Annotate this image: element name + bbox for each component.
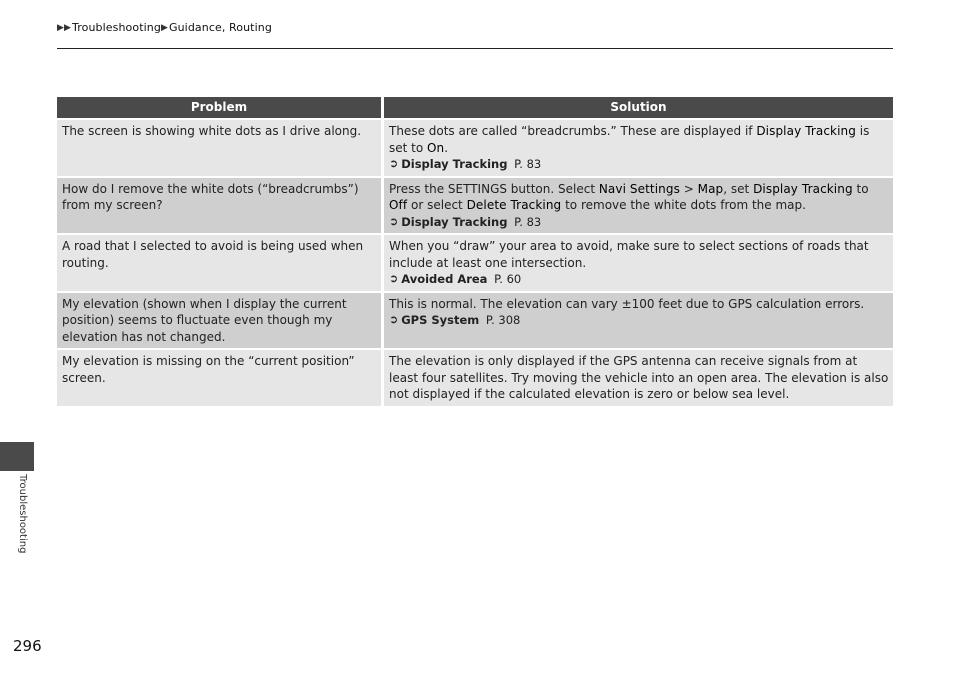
reference-title: GPS System [401,313,480,327]
cross-reference-link[interactable] [389,214,889,231]
menu-term: Display Tracking [753,181,853,196]
solution-cell [384,235,893,291]
solution-text-segment: These dots are called “breadcrumbs.” These are displayed if [389,124,757,138]
solution-cell [384,120,893,176]
reference-page: P. 83 [510,157,542,171]
cross-reference-link[interactable] [389,156,889,173]
section-tab-label: Troubleshooting [17,474,28,554]
table-row [57,235,893,291]
reference-page: P. 83 [510,214,542,229]
solution-text-segment: or select [407,198,467,212]
solution-text-segment: is set to [389,124,870,155]
solution-cell [384,293,893,349]
table-row [57,120,893,176]
header-divider [57,48,893,49]
solution-text-segment: to remove the white dots from the map. [561,198,806,212]
triangle-right-icon: ▶▶ [57,22,72,33]
reference-title: Avoided Area [401,272,488,286]
reference-title: Display Tracking [401,157,508,171]
solution-text-segment: When you “draw” your area to avoid, make sure to select sections of roads that include at least one intersection. [389,239,869,270]
double-arrow-icon: ➲ [389,157,399,170]
cross-reference-link[interactable] [389,312,889,329]
solution-text-segment: Press the SETTINGS button. Select [389,181,599,196]
reference-title: Display Tracking [401,214,508,229]
solution-text [389,181,889,214]
menu-term: Off [389,198,408,212]
column-header-problem: Problem [57,97,384,118]
column-header-solution: Solution [384,97,893,118]
solution-text-segment: The elevation is only displayed if the GPS antenna can receive signals from at least four satellites. Try moving the vehicle into an open area. The elevation is also not displayed if the calculated elevation is zero or below sea level. [389,354,889,401]
breadcrumb-item-troubleshooting[interactable]: Troubleshooting [72,21,161,34]
double-arrow-icon: ➲ [389,214,399,228]
menu-term: Map [697,181,724,196]
solution-text [389,353,889,403]
table-header-row [57,97,893,118]
menu-term: Navi Settings [598,181,680,196]
table-row [57,178,893,234]
double-arrow-icon: ➲ [389,272,399,285]
troubleshooting-table [57,95,893,408]
breadcrumb [57,21,272,34]
breadcrumb-item-guidance-routing[interactable]: Guidance, Routing [168,21,272,34]
menu-term: Display Tracking [756,124,856,138]
section-tab[interactable] [0,442,34,471]
page-number: 296 [13,637,42,655]
menu-term: Delete Tracking [466,198,562,212]
reference-page: P. 60 [490,272,522,286]
solution-text-segment: > [679,181,698,196]
solution-text-segment: to [852,181,869,196]
reference-page: P. 308 [482,313,521,327]
table-row [57,293,893,349]
problem-cell: The screen is showing white dots as I drive along. [57,120,384,176]
double-arrow-icon: ➲ [389,313,399,326]
triangle-right-icon: ▶ [160,22,168,33]
table-row [57,350,893,406]
solution-text [389,296,889,313]
table-body [57,120,893,406]
solution-text [389,238,889,271]
problem-cell: A road that I selected to avoid is being used when routing. [57,235,384,291]
problem-cell: How do I remove the white dots (“breadcrumbs”) from my screen? [57,178,384,234]
solution-text-segment: , set [723,181,754,196]
solution-cell [384,350,893,406]
problem-cell: My elevation is missing on the “current position” screen. [57,350,384,406]
solution-text-segment: This is normal. The elevation can vary ±100 feet due to GPS calculation errors. [389,296,865,311]
problem-cell: My elevation (shown when I display the current position) seems to fluctuate even though my elevation has not changed. [57,293,384,349]
solution-cell [384,178,893,234]
solution-text-segment: . [444,140,449,155]
solution-text [389,123,889,156]
menu-term: On [427,140,445,155]
cross-reference-link[interactable] [389,271,889,288]
